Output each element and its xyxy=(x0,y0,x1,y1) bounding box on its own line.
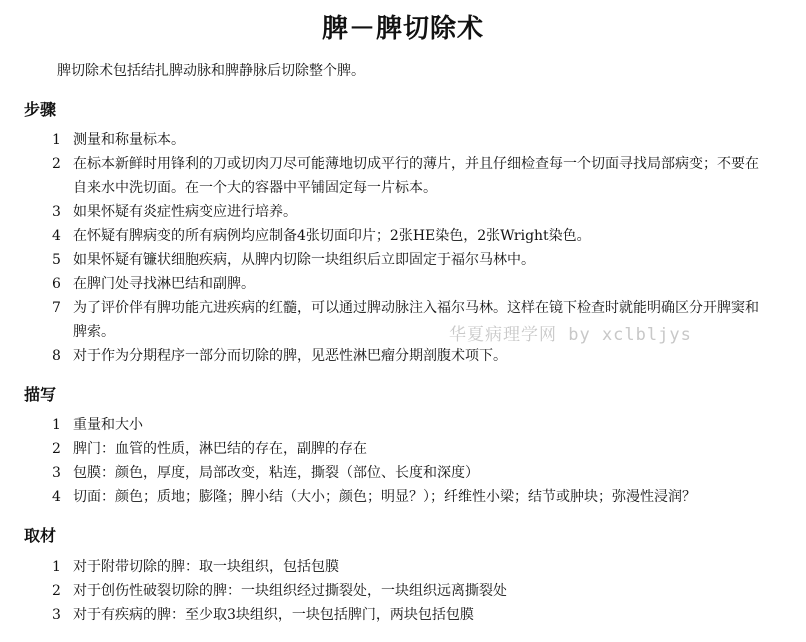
item-text: 在标本新鲜时用锋利的刀或切肉刀尽可能薄地切成平行的薄片，并且仔细检查每一个切面寻找局部病变；不要在自来水中洗切面。在一个大的容器中平铺固定每一片标本。 xyxy=(73,156,759,196)
item-number: 2 xyxy=(52,583,61,599)
item-number: 7 xyxy=(52,300,61,316)
item-number: 8 xyxy=(52,348,61,364)
list-item xyxy=(52,224,772,248)
item-text: 脾门：血管的性质，淋巴结的存在，副脾的存在 xyxy=(73,441,367,457)
description-list xyxy=(52,413,772,509)
item-text: 包膜：颜色，厚度，局部改变，粘连，撕裂（部位、长度和深度） xyxy=(73,465,479,481)
item-text: 对于有疾病的脾：至少取3块组织，一块包括脾门，两块包括包膜 xyxy=(73,607,474,623)
list-item xyxy=(52,128,772,152)
list-item xyxy=(52,200,772,224)
list-item xyxy=(52,272,772,296)
item-number: 1 xyxy=(52,417,61,433)
section-heading-description: 描写 xyxy=(24,385,57,404)
item-text: 为了评价伴有脾功能亢进疾病的红髓，可以通过脾动脉注入福尔马林。这样在镜下检查时就能明确区分开脾窦和脾索。 xyxy=(73,300,759,340)
item-text: 对于创伤性破裂切除的脾：一块组织经过撕裂处，一块组织远离撕裂处 xyxy=(73,583,507,599)
item-text: 对于作为分期程序一部分而切除的脾，见恶性淋巴瘤分期剖腹术项下。 xyxy=(73,348,507,364)
item-text: 对于附带切除的脾：取一块组织，包括包膜 xyxy=(73,559,339,575)
item-number: 1 xyxy=(52,132,61,148)
list-item xyxy=(52,461,772,485)
item-text: 在脾门处寻找淋巴结和副脾。 xyxy=(73,276,255,292)
section-heading-sampling: 取材 xyxy=(24,526,57,545)
page-title: 脾－脾切除术 xyxy=(321,14,484,44)
item-number: 4 xyxy=(52,489,61,505)
list-item xyxy=(52,603,772,627)
item-number: 3 xyxy=(52,607,61,623)
item-text: 测量和称量标本。 xyxy=(73,132,185,148)
list-item xyxy=(52,485,772,509)
item-text: 重量和大小 xyxy=(73,417,143,433)
sampling-list xyxy=(52,555,772,627)
list-item xyxy=(52,152,772,200)
item-number: 6 xyxy=(52,276,61,292)
item-number: 2 xyxy=(52,441,61,457)
item-text: 如果怀疑有炎症性病变应进行培养。 xyxy=(73,204,297,220)
item-number: 5 xyxy=(52,252,61,268)
list-item xyxy=(52,437,772,461)
list-item xyxy=(52,555,772,579)
section-heading-steps: 步骤 xyxy=(24,100,57,119)
item-text: 切面：颜色；质地；膨隆；脾小结（大小；颜色；明显？）；纤维性小梁；结节或肿块；弥漫性浸润？ xyxy=(73,489,696,505)
item-number: 3 xyxy=(52,204,61,220)
list-item xyxy=(52,344,772,368)
item-number: 1 xyxy=(52,559,61,575)
item-text: 如果怀疑有镰状细胞疾病，从脾内切除一块组织后立即固定于福尔马林中。 xyxy=(73,252,535,268)
list-item xyxy=(52,413,772,437)
list-item xyxy=(52,248,772,272)
item-number: 2 xyxy=(52,156,61,172)
item-text: 在怀疑有脾病变的所有病例均应制备4张切面印片；2张HE染色，2张Wright染色。 xyxy=(73,228,591,244)
watermark: 华夏病理学网 by xclbljys xyxy=(449,325,692,345)
intro-paragraph: 脾切除术包括结扎脾动脉和脾静脉后切除整个脾。 xyxy=(57,63,365,79)
item-number: 3 xyxy=(52,465,61,481)
item-number: 4 xyxy=(52,228,61,244)
list-item xyxy=(52,579,772,603)
